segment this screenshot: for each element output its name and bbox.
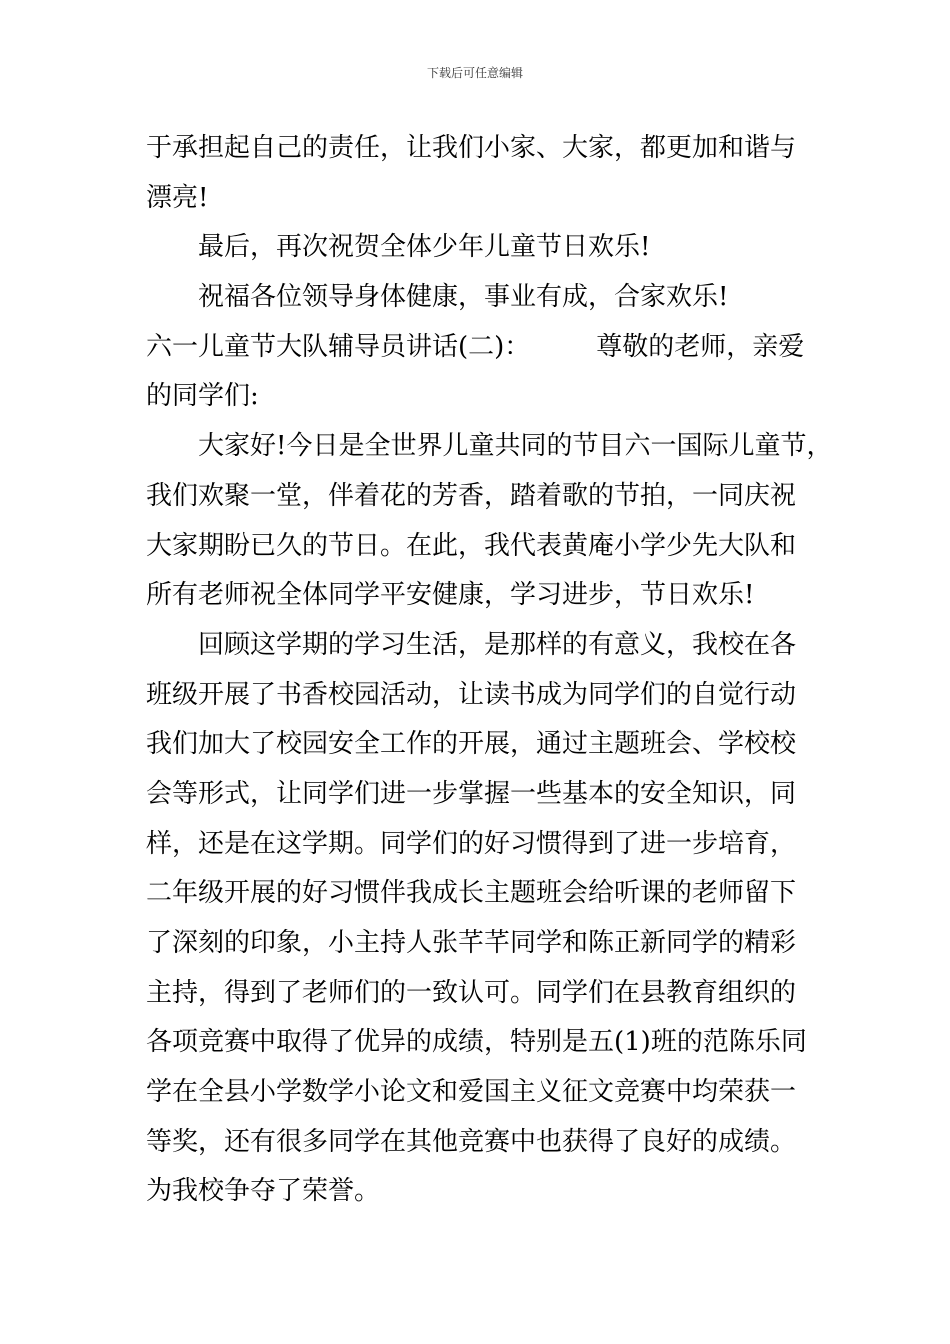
text-line: 会等形式，让同学们进一步掌握一些基本的安全知识，同 [146,778,797,809]
document-body [146,124,833,1217]
text-line: 于承担起自己的责任，让我们小家、大家，都更加和谐与 [146,133,797,163]
text-line: 学在全县小学数学小论文和爱国主义征文竞赛中均荣获一 [146,1077,797,1108]
text-line: 祝福各位领导身体健康，事业有成，合家欢乐! [198,282,729,313]
text-line: 我们欢聚一堂，伴着花的芳香，踏着歌的节拍，一同庆祝 [146,480,797,511]
salutation-end: 的同学们: [146,381,259,412]
section-title-line [146,323,826,373]
section-title: 六一儿童节大队辅导员讲话(二)： [146,331,531,362]
text-line: 大家好!今日是全世界儿童共同的节目六一国际儿童节， [198,431,833,462]
salutation-start: 尊敬的老师，亲爱 [596,331,805,362]
text-line: 大家期盼已久的节日。在此，我代表黄庵小学少先大队和 [146,530,797,561]
text-line: 各项竞赛中取得了优异的成绩，特别是五(1)班的范陈乐同 [146,1027,807,1058]
text-line: 主持，得到了老师们的一致认可。同学们在县教育组织的 [146,977,797,1008]
text-line: 我们加大了校园安全工作的开展，通过主题班会、学校校 [146,729,797,760]
text-line: 回顾这学期的学习生活，是那样的有意义，我校在各 [198,629,797,660]
text-line: 所有老师祝全体同学平安健康，学习进步，节日欢乐! [146,580,755,611]
text-line: 了深刻的印象，小主持人张芊芊同学和陈正新同学的精彩 [146,928,797,958]
text-line: 漂亮! [146,182,209,213]
text-line: 等奖，还有很多同学在其他竞赛中也获得了良好的成绩。 [146,1126,797,1157]
text-line: 二年级开展的好习惯伴我成长主题班会给听课的老师留下 [146,878,797,909]
text-line: 为我校争夺了荣誉。 [146,1176,381,1207]
text-line: 班级开展了书香校园活动，让读书成为同学们的自觉行动 [146,679,797,710]
text-line: 样，还是在这学期。同学们的好习惯得到了进一步培育， [146,828,797,859]
page-header: 下载后可任意编辑 [426,66,523,80]
text-line: 最后，再次祝贺全体少年儿童节日欢乐! [198,232,651,263]
